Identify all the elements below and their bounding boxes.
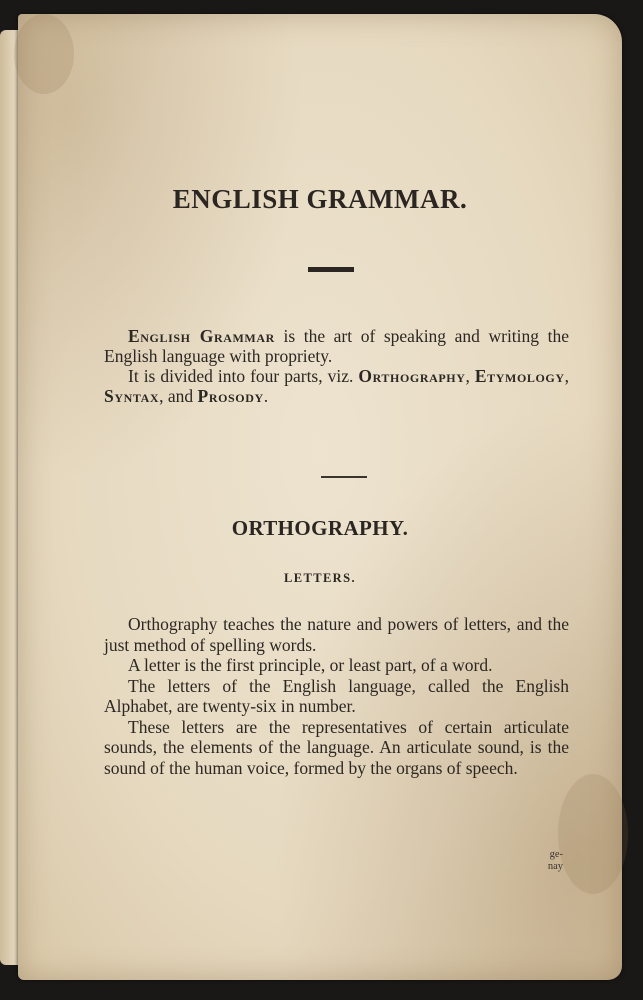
separator: , bbox=[564, 366, 569, 386]
body-paragraph: Orthography teaches the nature and powers of letters, and the just method of spelling words. bbox=[104, 614, 569, 655]
book-page bbox=[18, 14, 622, 980]
intro-line-1 bbox=[104, 326, 569, 366]
body-paragraph: These letters are the representatives of certain articulate sounds, the elements of the language. An articulate sound, is the sound of the human voice, formed by the organs of speech. bbox=[104, 716, 569, 778]
stain bbox=[558, 774, 628, 894]
section-divider bbox=[321, 476, 367, 478]
intro-definition: is the art of speaking and writing the English language with propriety. bbox=[104, 326, 569, 366]
part-etymology: Etymology bbox=[474, 366, 565, 386]
body-paragraph: A letter is the first principle, or least part, of a word. bbox=[128, 655, 493, 675]
part-syntax: Syntax bbox=[104, 386, 160, 406]
intro-lead-term: English Grammar bbox=[128, 326, 275, 346]
separator: , and bbox=[159, 386, 198, 406]
separator: , bbox=[465, 366, 475, 386]
section-body bbox=[104, 614, 569, 778]
double-rule bbox=[308, 267, 354, 272]
stain bbox=[14, 14, 74, 94]
section-heading: ORTHOGRAPHY. bbox=[231, 516, 409, 540]
body-paragraph: The letters of the English language, called the English Alphabet, are twenty-six in number. bbox=[104, 675, 569, 716]
section-subheading: LETTERS. bbox=[284, 571, 356, 585]
part-prosody: Prosody bbox=[197, 386, 264, 406]
catchword: ge- nay bbox=[547, 849, 563, 872]
part-orthography: Orthography bbox=[358, 366, 466, 386]
page-title: ENGLISH GRAMMAR. bbox=[172, 184, 468, 214]
intro-line-2 bbox=[104, 366, 569, 406]
period: . bbox=[263, 386, 269, 406]
intro-parts-lead: It is divided into four parts, viz. bbox=[128, 366, 359, 386]
intro-paragraph bbox=[104, 326, 569, 406]
